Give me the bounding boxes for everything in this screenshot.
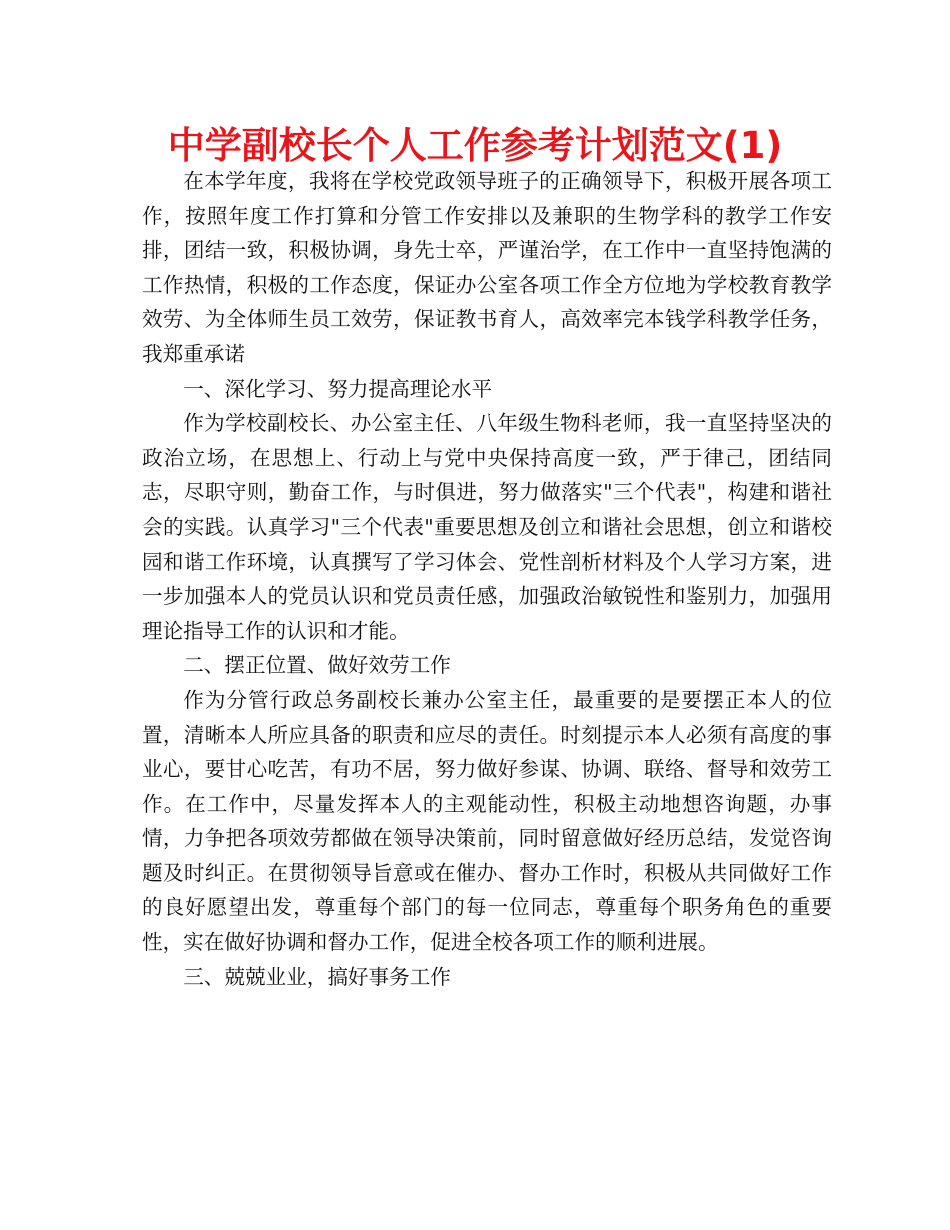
document-body [142, 164, 832, 994]
section-heading-3: 三、兢兢业业，搞好事务工作 [183, 964, 451, 989]
paragraph-section-2: 作为分管行政总务副校长兼办公室主任，最重要的是要摆正本人的位置，清晰本人所应具备的职责和应尽的责任。时刻提示本人必须有高度的事业心，要甘心吃苦，有功不居，努力做好参谋、协调、联络、督导和效劳工作。在工作中，尽量发挥本人的主观能动性，积极主动地想咨询题，办事情，力争把各项效劳都做在领导决策前，同时留意做好经历总结，发觉咨询题及时纠正。在贯彻领导旨意或在催办、督办工作时，积极从共同做好工作的良好愿望出发，尊重每个部门的每一位同志，尊重每个职务角色的重要性，实在做好协调和督办工作，促进全校各项工作的顺利进展。 [142, 687, 832, 955]
section-heading-2: 二、摆正位置、做好效劳工作 [183, 653, 451, 678]
paragraph-section-1: 作为学校副校长、办公室主任、八年级生物科老师，我一直坚持坚决的政治立场，在思想上、行动上与党中央保持高度一致，严于律己，团结同志，尽职守则，勤奋工作，与时俱进，努力做落实"三个代表"，构建和谐社会的实践。认真学习"三个代表"重要思想及创立和谐社会思想，创立和谐校园和谐工作环境，认真撰写了学习体会、党性剖析材料及个人学习方案，进一步加强本人的党员认识和党员责任感，加强政治敏锐性和鉴别力，加强用理论指导工作的认识和才能。 [142, 411, 832, 643]
section-heading-1: 一、深化学习、努力提高理论水平 [183, 376, 493, 401]
paragraph-intro: 在本学年度，我将在学校党政领导班子的正确领导下，积极开展各项工作，按照年度工作打算和分管工作安排以及兼职的生物学科的教学工作安排，团结一致，积极协调，身先士卒，严谨治学，在工作中一直坚持饱满的工作热情，积极的工作态度，保证办公室各项工作全方位地为学校教育教学效劳、为全体师生员工效劳，保证教书育人，高效率完本钱学科教学任务，我郑重承诺 [142, 169, 832, 366]
document-title: 中学副校长个人工作参考计划范文(1) [167, 124, 783, 167]
